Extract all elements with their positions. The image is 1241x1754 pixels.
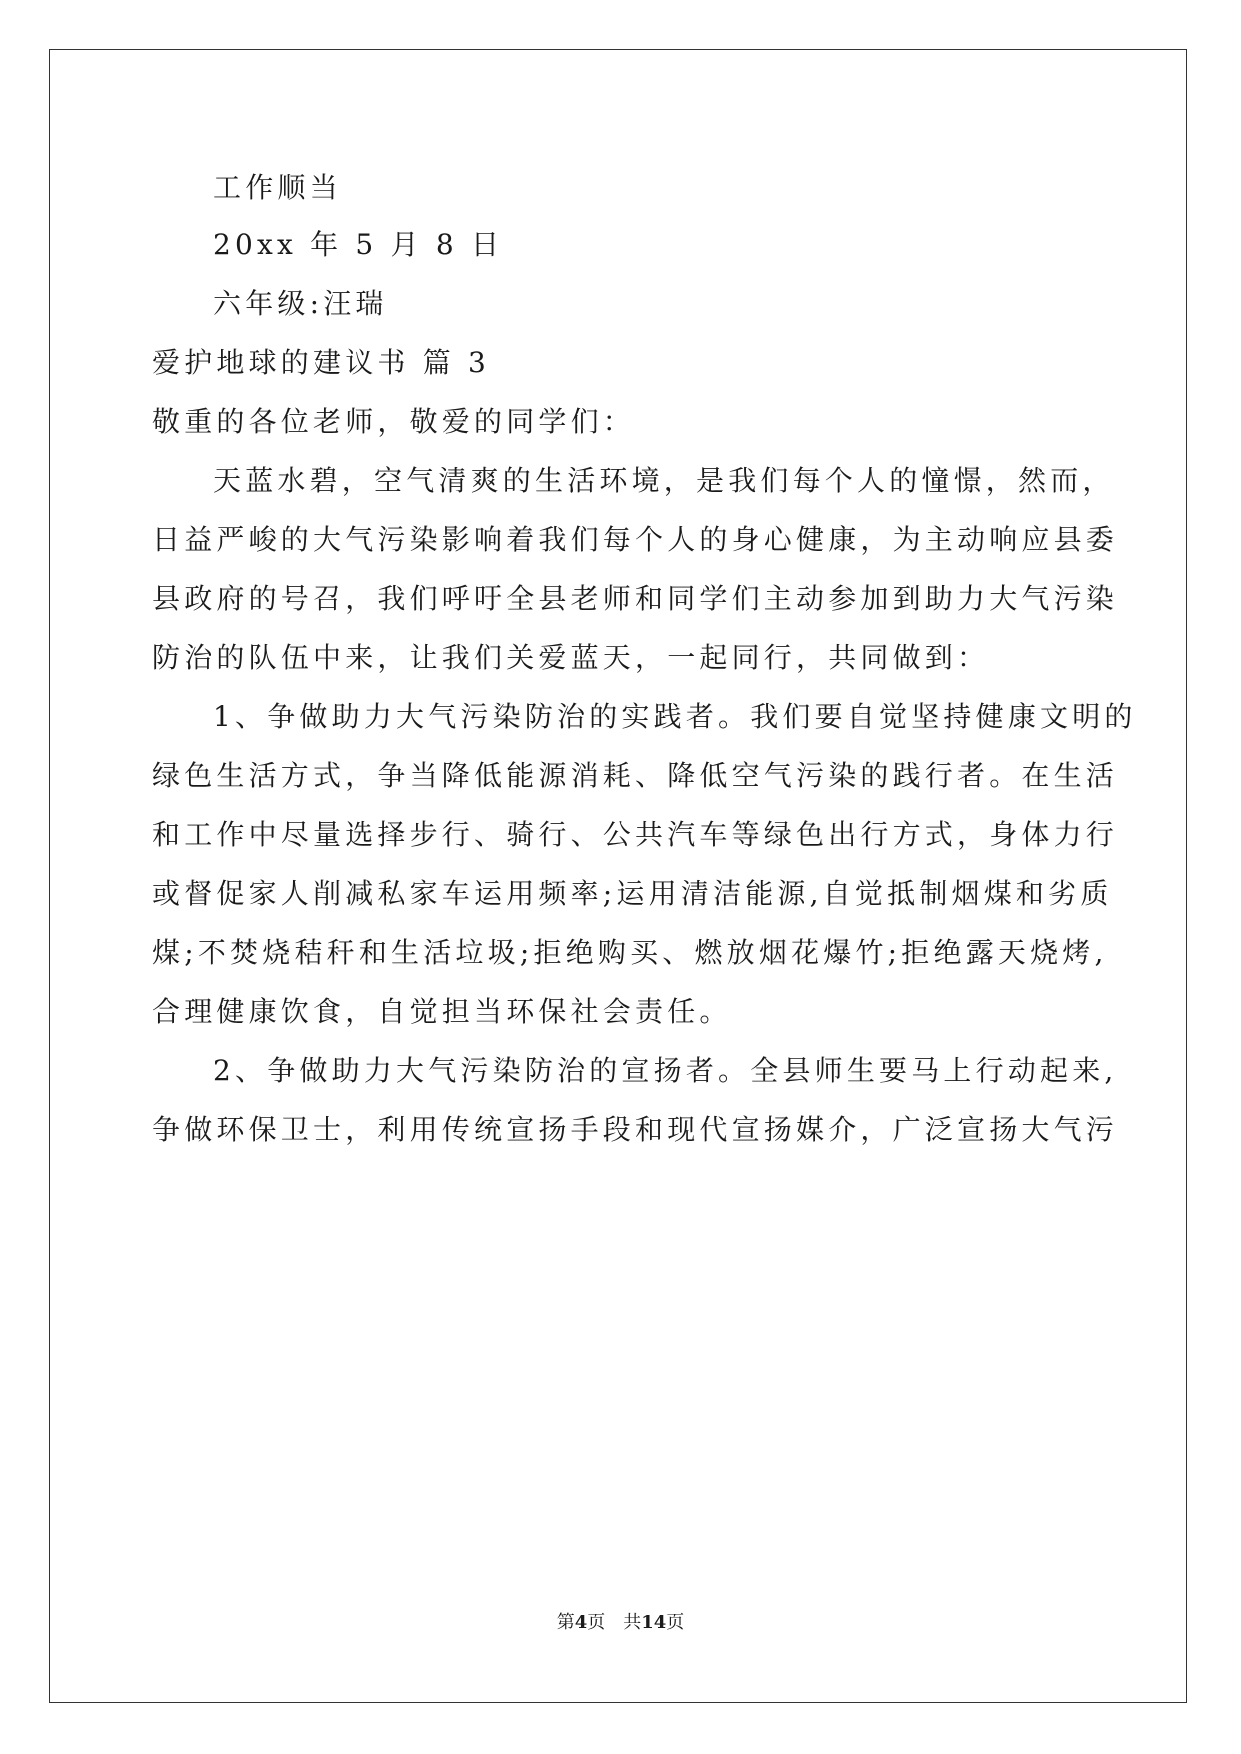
footer-total-prefix: 共 xyxy=(623,1612,642,1633)
footer-page-unit: 页 xyxy=(587,1612,606,1633)
salutation: 敬重的各位老师，敬爱的同学们： xyxy=(152,405,636,438)
paragraph-line: 煤;不焚烧秸秆和生活垃圾;拒绝购买、燃放烟花爆竹;拒绝露天烧烤, xyxy=(152,936,1108,969)
paragraph-line: 合理健康饮食，自觉担当环保社会责任。 xyxy=(152,995,732,1028)
paragraph-line: 县政府的号召，我们呼吁全县老师和同学们主动参加到助力大气污染 xyxy=(152,582,1119,615)
section-heading: 爱护地球的建议书 篇 3 xyxy=(152,346,491,379)
page-footer xyxy=(0,1608,1241,1634)
paragraph-line: 防治的队伍中来，让我们关爱蓝天，一起同行，共同做到： xyxy=(152,641,990,674)
paragraph-line: 2、争做助力大气污染防治的宣扬者。全县师生要马上行动起来, xyxy=(213,1054,1118,1087)
footer-total-pages: 14 xyxy=(641,1612,667,1633)
date-line: 20xx 年 5 月 8 日 xyxy=(213,228,504,261)
footer-page-number: 4 xyxy=(574,1612,588,1633)
paragraph-line: 绿色生活方式，争当降低能源消耗、降低空气污染的践行者。在生活 xyxy=(152,759,1119,792)
footer-total-unit: 页 xyxy=(666,1612,685,1633)
signature-line: 六年级:汪瑞 xyxy=(213,287,388,320)
footer-prefix: 第 xyxy=(556,1612,575,1633)
paragraph-line: 1、争做助力大气污染防治的实践者。我们要自觉坚持健康文明的 xyxy=(213,700,1137,733)
paragraph-line: 或督促家人削减私家车运用频率;运用清洁能源,自觉抵制烟煤和劣质 xyxy=(152,877,1113,910)
closing-line: 工作顺当 xyxy=(213,171,342,204)
paragraph-line: 和工作中尽量选择步行、骑行、公共汽车等绿色出行方式，身体力行 xyxy=(152,818,1119,851)
paragraph-line: 日益严峻的大气污染影响着我们每个人的身心健康，为主动响应县委 xyxy=(152,523,1119,556)
paragraph-line: 争做环保卫士，利用传统宣扬手段和现代宣扬媒介，广泛宣扬大气污 xyxy=(152,1113,1119,1146)
paragraph-line: 天蓝水碧，空气清爽的生活环境，是我们每个人的憧憬，然而， xyxy=(213,464,1115,497)
